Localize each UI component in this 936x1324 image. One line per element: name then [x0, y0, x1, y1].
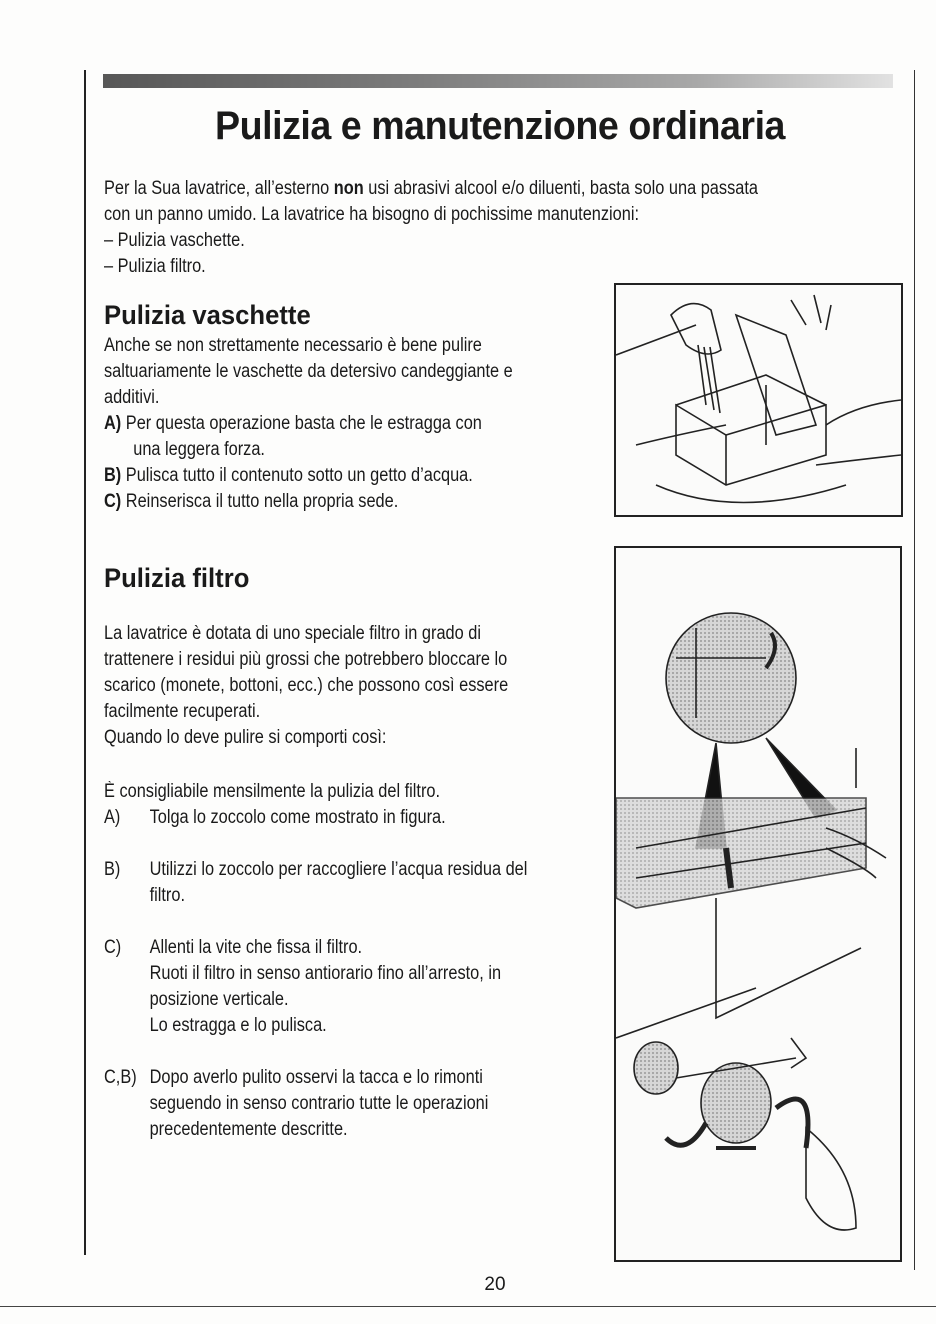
- section-heading-vaschette: Pulizia vaschette: [104, 300, 311, 330]
- page-number: 20: [484, 1274, 506, 1295]
- paragraph-line: La lavatrice è dotata di uno speciale filtro in grado di: [104, 623, 481, 644]
- intro-paragraph: [104, 176, 758, 280]
- paragraph-line: saltuariamente le vaschette da detersivo candeggiante e: [104, 361, 513, 382]
- paragraph-line: Quando lo deve pulire si comporti così:: [104, 727, 387, 748]
- filtro-step-a: A) Tolga lo zoccolo come mostrato in figura.: [104, 807, 446, 828]
- paragraph-line: additivi.: [104, 387, 160, 408]
- intro-line-1: Per la Sua lavatrice, all’esterno non usi abrasivi alcool e/o diluenti, basta solo una passata: [104, 178, 758, 199]
- filtro-paragraph: [104, 621, 508, 751]
- intro-list-item: – Pulizia filtro.: [104, 256, 206, 277]
- filter-removal-icon: [616, 548, 900, 1260]
- intro-list-item: – Pulizia vaschette.: [104, 230, 245, 251]
- bottom-rule: [0, 1306, 936, 1307]
- header-bar: [103, 74, 893, 88]
- section-heading-filtro: Pulizia filtro: [104, 563, 250, 593]
- step-b: B) Pulisca tutto il contenuto sotto un getto d’acqua.: [104, 465, 473, 486]
- page-title: Pulizia e manutenzione ordinaria: [215, 104, 785, 148]
- right-margin-rule: [914, 70, 915, 1270]
- intro-line-2: con un panno umido. La lavatrice ha bisogno di pochissime manutenzioni:: [104, 204, 640, 225]
- filtro-steps: [104, 779, 446, 831]
- detergent-drawer-illustration: [614, 283, 903, 517]
- paragraph-line: facilmente recuperati.: [104, 701, 261, 722]
- step-a-cont: una leggera forza.: [133, 439, 265, 460]
- step-c: C) Reinserisca il tutto nella propria sede.: [104, 491, 399, 512]
- paragraph-line: scarico (monete, bottoni, ecc.) che possono così essere: [104, 675, 509, 696]
- filter-removal-illustration: [614, 546, 902, 1262]
- paragraph-line: trattenere i residui più grossi che potrebbero bloccare lo: [104, 649, 508, 670]
- step-a: A) Per questa operazione basta che le estragga con: [104, 413, 482, 434]
- filtro-advice: È consigliabile mensilmente la pulizia del filtro.: [104, 781, 441, 802]
- left-margin-rule: [84, 70, 86, 1255]
- vaschette-paragraph: [104, 333, 513, 515]
- drawer-cleaning-icon: [616, 285, 901, 515]
- paragraph-line: Anche se non strettamente necessario è bene pulire: [104, 335, 482, 356]
